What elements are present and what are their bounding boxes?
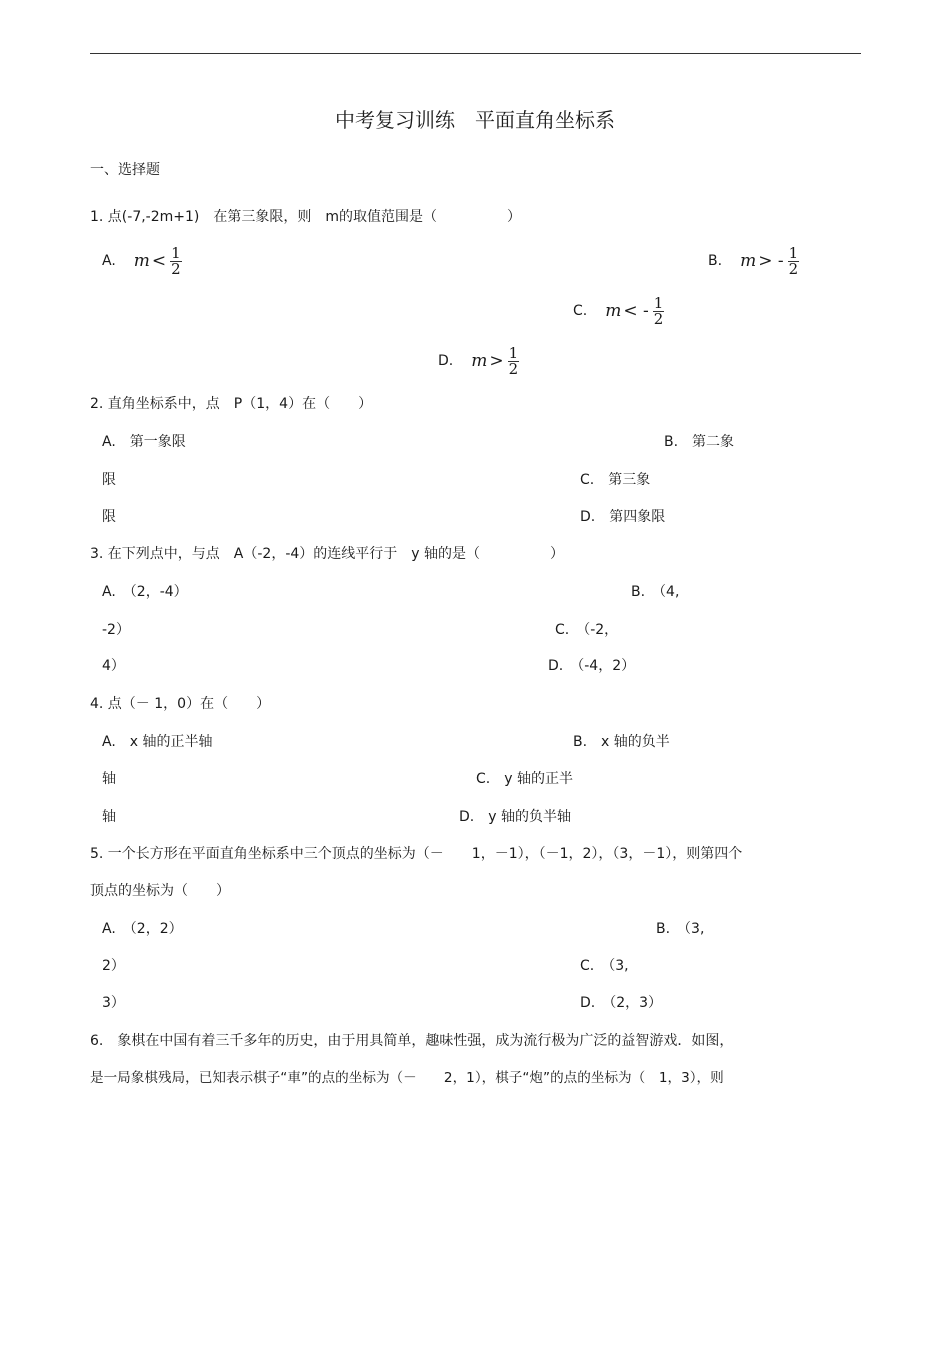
q4-option-a[interactable]: A. x 轴的正半轴 bbox=[102, 734, 213, 750]
q1-option-b[interactable]: B. m > - $\frac{1}{2}$ bbox=[708, 243, 799, 278]
option-label: D. bbox=[438, 353, 454, 369]
q2-option-c-continued: 限 bbox=[102, 509, 116, 525]
q4-option-b[interactable]: B. x 轴的负半 bbox=[573, 734, 670, 750]
question-5-stem-line-1: 5. 一个长方形在平面直角坐标系中三个顶点的坐标为（－ 1，－1），（－1，2），（3，－1），则第四个 bbox=[90, 846, 743, 862]
question-5-stem-line-2: 顶点的坐标为（ ） bbox=[90, 883, 230, 899]
q5-option-b[interactable]: B. （3, bbox=[656, 921, 705, 937]
fraction: $\frac{1}{2}$ bbox=[171, 243, 181, 278]
q1-option-c[interactable]: C. m < - $\frac{1}{2}$ bbox=[573, 293, 664, 328]
q5-option-d[interactable]: D. （2，3） bbox=[580, 995, 663, 1011]
q3-option-b-continued: -2） bbox=[102, 622, 130, 638]
q5-option-a[interactable]: A. （2，2） bbox=[102, 921, 183, 937]
option-label: C. bbox=[573, 303, 588, 319]
q3-option-b[interactable]: B. （4, bbox=[631, 584, 680, 600]
q1-option-d[interactable]: D. m > $\frac{1}{2}$ bbox=[438, 343, 519, 378]
q5-option-c[interactable]: C. （3, bbox=[580, 958, 629, 974]
section-heading: 一、选择题 bbox=[90, 162, 160, 178]
question-3-stem: 3. 在下列点中，与点 A（-2，-4）的连线平行于 y 轴的是（ ） bbox=[90, 546, 565, 562]
fraction: $\frac{1}{2}$ bbox=[653, 293, 664, 328]
option-label: A. bbox=[102, 253, 116, 269]
q2-option-b-continued: 限 bbox=[102, 472, 116, 488]
q2-option-c[interactable]: C. 第三象 bbox=[580, 472, 651, 488]
question-1-stem: 1. 点(-7,-2m+1) 在第三象限，则 m的取值范围是（ ） bbox=[90, 209, 522, 225]
q2-option-a[interactable]: A. 第一象限 bbox=[102, 434, 186, 450]
fraction: $\frac{1}{2}$ bbox=[788, 243, 799, 278]
q4-option-c-continued: 轴 bbox=[102, 809, 116, 825]
q1-option-a[interactable]: A. m < $\frac{1}{2}$ bbox=[102, 243, 181, 278]
q3-option-d[interactable]: D. （-4，2） bbox=[548, 658, 636, 674]
q4-option-b-continued: 轴 bbox=[102, 771, 116, 787]
header-rule bbox=[90, 53, 861, 54]
q2-option-b[interactable]: B. 第二象 bbox=[664, 434, 735, 450]
q5-option-b-continued: 2） bbox=[102, 958, 125, 974]
q5-option-c-continued: 3） bbox=[102, 995, 125, 1011]
q3-option-c[interactable]: C. （-2， bbox=[555, 622, 619, 638]
q4-option-d[interactable]: D. y 轴的负半轴 bbox=[459, 809, 571, 825]
fraction: $\frac{1}{2}$ bbox=[508, 343, 519, 378]
option-label: B. bbox=[708, 253, 723, 269]
page-title: 中考复习训练 平面直角坐标系 bbox=[335, 108, 615, 132]
q2-option-d[interactable]: D. 第四象限 bbox=[580, 509, 666, 525]
q4-option-c[interactable]: C. y 轴的正半 bbox=[476, 771, 573, 787]
question-4-stem: 4. 点（－ 1，0）在（ ） bbox=[90, 696, 271, 712]
question-6-line-2: 是一局象棋残局，已知表示棋子“車”的点的坐标为（－ 2，1），棋子“炮”的点的坐标为（ 1，3），则 bbox=[90, 1070, 724, 1086]
q3-option-a[interactable]: A. （2，-4） bbox=[102, 584, 188, 600]
question-2-stem: 2. 直角坐标系中，点 P（1，4）在（ ） bbox=[90, 396, 373, 412]
question-6-line-1: 6. 象棋在中国有着三千多年的历史，由于用具简单，趣味性强，成为流行极为广泛的益智游戏．如图， bbox=[90, 1033, 734, 1049]
q3-option-c-continued: 4） bbox=[102, 658, 125, 674]
